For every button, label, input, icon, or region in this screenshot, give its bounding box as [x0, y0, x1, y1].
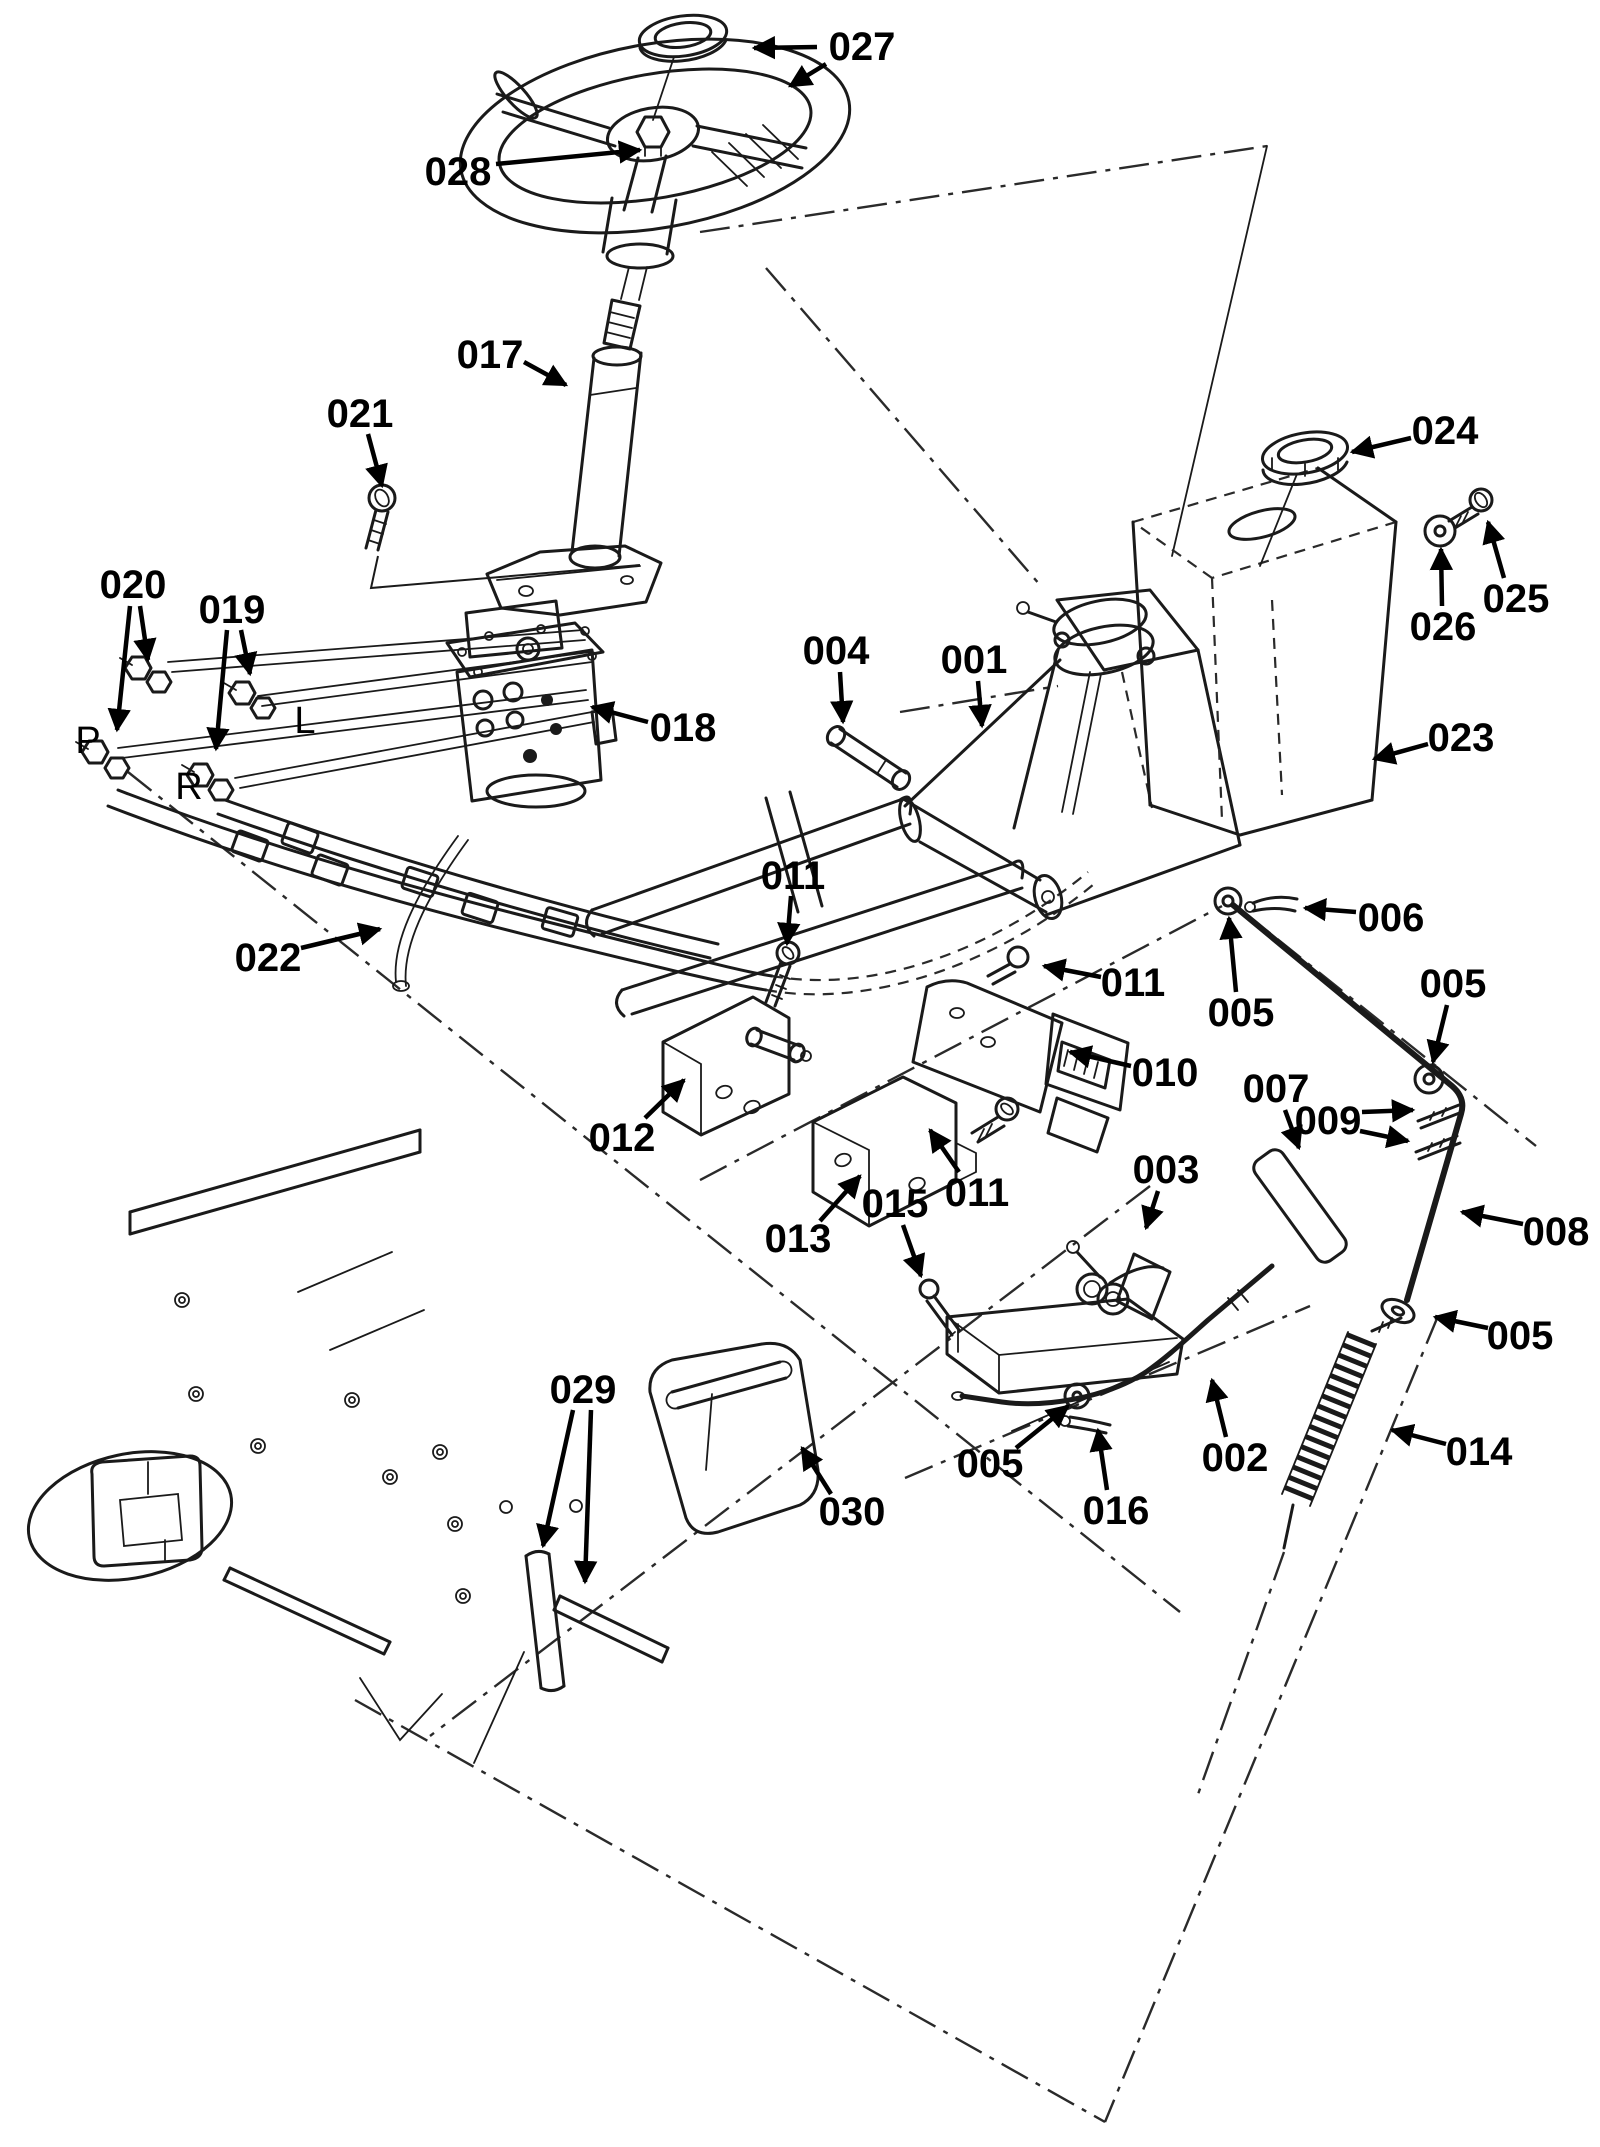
part-number-label: 011	[1100, 961, 1166, 1005]
rod-029	[526, 1551, 564, 1690]
callout-004	[803, 629, 870, 722]
callout-arrow	[524, 362, 566, 385]
callout-015	[862, 1182, 929, 1276]
callout-020	[100, 563, 167, 730]
callout-arrow	[1070, 1052, 1131, 1066]
callout-arrow	[978, 681, 982, 726]
callout-arrow	[1435, 1317, 1488, 1328]
part-number-label: 005	[956, 1442, 1024, 1486]
callout-arrow	[1362, 1110, 1413, 1112]
callout-arrow	[216, 630, 227, 749]
callout-arrow	[1462, 1212, 1523, 1224]
callout-arrow	[1392, 1430, 1446, 1444]
part-number-label: 004	[802, 629, 870, 673]
callout-011	[761, 854, 826, 944]
part-number-label: 012	[588, 1116, 656, 1160]
part-number-label: 028	[424, 150, 492, 194]
part-number-label: 005	[1419, 962, 1487, 1006]
callout-arrow	[1352, 438, 1411, 452]
column-flange	[487, 546, 661, 615]
callout-014	[1392, 1430, 1513, 1474]
pivot-channel-bracket	[947, 1299, 1183, 1433]
callout-arrow	[840, 672, 843, 722]
callout-005	[1208, 918, 1275, 1035]
callout-011	[1044, 961, 1165, 1005]
part-number-label: 025	[1482, 577, 1550, 621]
callout-029	[543, 1368, 616, 1582]
callout-028	[425, 150, 640, 194]
callout-012	[589, 1080, 684, 1160]
callout-arrow	[496, 150, 640, 164]
callout-arrow	[1229, 918, 1236, 992]
part-number-label: 021	[326, 392, 394, 436]
port-letter-R: R	[175, 766, 203, 808]
port-letter-L: L	[294, 700, 316, 742]
cotter-pin-016	[1070, 1417, 1110, 1425]
callout-016	[1083, 1430, 1150, 1533]
callout-arrow	[1360, 1131, 1408, 1141]
steering-wheel-nut	[637, 117, 669, 156]
part-number-label: 003	[1132, 1148, 1200, 1192]
callout-arrow	[117, 606, 130, 730]
callout-arrow	[1433, 1005, 1447, 1062]
callout-arrow	[1146, 1191, 1158, 1228]
port-letter-P: P	[75, 720, 101, 762]
part-number-label: 018	[649, 706, 717, 750]
part-number-label: 010	[1131, 1051, 1199, 1095]
callout-leader-line	[371, 556, 640, 588]
callout-001	[941, 638, 1008, 726]
washer-026	[1425, 516, 1455, 546]
callout-arrow	[1044, 966, 1101, 977]
callout-005	[1420, 962, 1487, 1062]
callout-005	[1435, 1314, 1553, 1358]
cotter-pin-006	[1245, 897, 1297, 912]
part-number-label: 017	[456, 333, 524, 377]
callout-arrow	[301, 929, 380, 948]
part-number-label: 019	[198, 588, 266, 632]
callout-arrow	[585, 1410, 591, 1582]
wheel-hub	[603, 100, 703, 167]
callout-arrow	[1441, 549, 1442, 606]
steering-wheel-cap	[637, 10, 730, 120]
callout-arrow	[1212, 1380, 1226, 1437]
floor-opening	[16, 1434, 243, 1598]
callout-arrow	[140, 606, 148, 660]
spring-014	[1282, 1332, 1376, 1548]
part-number-label: 030	[818, 1490, 886, 1534]
part-number-label: 001	[940, 638, 1008, 682]
callout-arrow	[790, 64, 826, 86]
callout-006	[1305, 896, 1424, 940]
washer-005-spring	[1372, 1295, 1418, 1332]
part-number-label: 008	[1522, 1210, 1590, 1254]
callout-arrow	[1488, 522, 1504, 578]
callout-008	[1462, 1210, 1589, 1254]
callout-017	[457, 333, 566, 385]
callout-arrow	[754, 47, 817, 48]
mount-screw-021	[366, 485, 395, 550]
callout-002	[1202, 1380, 1269, 1480]
part-number-label: 016	[1082, 1489, 1150, 1533]
part-number-label: 011	[760, 854, 826, 898]
floor-plate	[16, 1130, 582, 1654]
callout-arrow	[1098, 1430, 1107, 1490]
callout-005	[957, 1406, 1068, 1486]
part-number-label: 023	[1427, 716, 1495, 760]
part-number-label: 005	[1486, 1314, 1554, 1358]
tank-cap	[1259, 426, 1351, 485]
part-number-label: 026	[1409, 605, 1477, 649]
part-number-label: 020	[99, 563, 167, 607]
callout-arrow	[1374, 744, 1428, 759]
lever-002	[952, 1266, 1272, 1404]
part-number-label: 013	[764, 1217, 832, 1261]
clevis-pin-004	[824, 723, 913, 792]
callout-010	[1070, 1051, 1198, 1095]
grip-007	[1250, 1146, 1350, 1266]
part-number-label: 027	[828, 25, 896, 69]
latch-003	[1067, 1241, 1170, 1319]
part-number-label: 005	[1207, 991, 1275, 1035]
cap-screw-025	[1449, 489, 1492, 528]
part-number-label: 011	[944, 1171, 1010, 1215]
part-number-label: 009	[1294, 1099, 1362, 1143]
hydraulic-tubes	[118, 630, 594, 788]
part-number-label: 022	[234, 936, 302, 980]
callout-018	[592, 706, 716, 750]
callout-arrow	[903, 1225, 921, 1276]
callout-003	[1133, 1148, 1200, 1228]
part-number-label: 024	[1411, 409, 1479, 453]
part-number-label: 014	[1445, 1430, 1513, 1474]
part-number-label: 002	[1201, 1436, 1269, 1480]
callout-arrow	[1305, 908, 1356, 912]
part-number-label: 006	[1357, 896, 1425, 940]
part-number-label: 029	[549, 1368, 617, 1412]
callout-arrow	[592, 707, 648, 722]
callout-009	[1295, 1099, 1413, 1143]
callout-026	[1410, 549, 1477, 649]
part-number-label: 015	[861, 1182, 929, 1226]
callout-023	[1374, 716, 1494, 760]
callout-024	[1352, 409, 1479, 453]
callout-arrow	[368, 434, 382, 486]
callout-011	[930, 1130, 1009, 1215]
handle-recess-030	[650, 1343, 818, 1533]
callout-025	[1483, 522, 1550, 621]
tank-console	[1133, 468, 1396, 835]
callout-arrow	[543, 1410, 573, 1546]
part-number-label: 007	[1242, 1067, 1310, 1111]
